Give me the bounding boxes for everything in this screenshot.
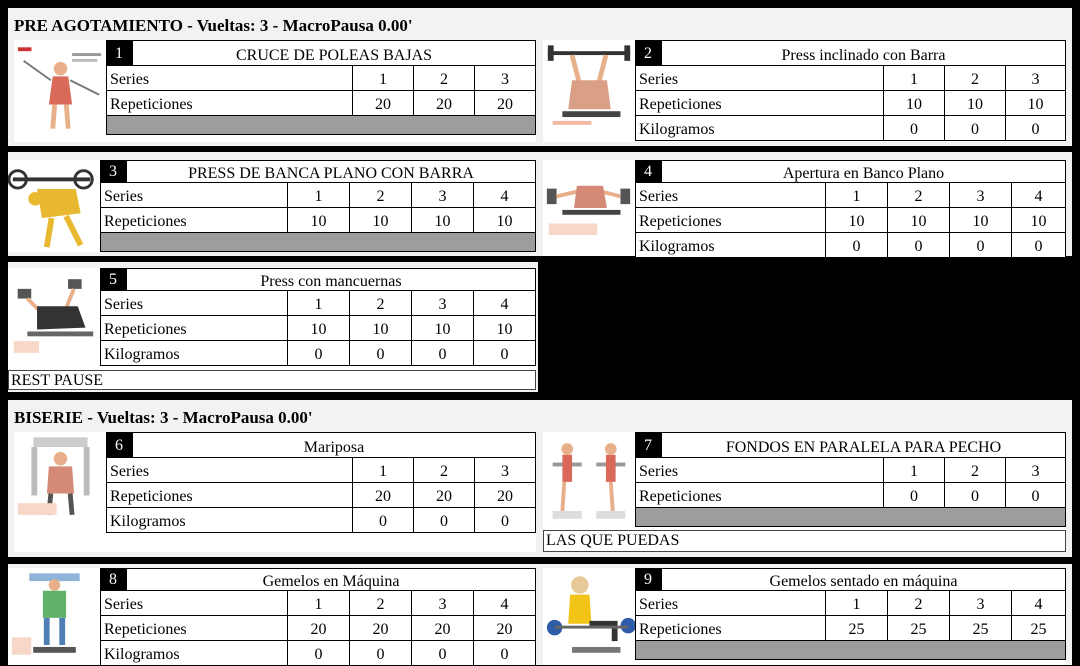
exercise-number: 7 — [635, 432, 661, 458]
exercise-card-1 — [14, 40, 536, 142]
exercise-note: REST PAUSE — [11, 372, 104, 389]
reps-value-3[interactable]: 10 — [411, 207, 474, 233]
row-label-reps: Repeticiones — [635, 615, 826, 641]
section-title-1: PRE AGOTAMIENTO - Vueltas: 3 - MacroPausa 0.00' — [14, 16, 413, 35]
reps-value-1[interactable]: 10 — [287, 207, 350, 233]
kg-value-1[interactable]: 0 — [287, 640, 350, 666]
exercise-name: Gemelos sentado en máquina — [661, 568, 1066, 591]
grey-bar — [106, 115, 536, 135]
row-label-reps: Repeticiones — [100, 315, 288, 341]
kg-value-2[interactable]: 0 — [349, 340, 412, 366]
series-value-2: 2 — [349, 290, 412, 316]
reps-value-4[interactable]: 10 — [473, 207, 536, 233]
reps-value-1[interactable]: 0 — [883, 482, 945, 508]
row-label-series: Series — [635, 182, 826, 208]
incline-barbell-press-illustration — [543, 40, 635, 135]
grey-bar — [100, 232, 536, 252]
reps-value-2[interactable]: 20 — [413, 482, 475, 508]
exercise-number: 3 — [100, 160, 126, 183]
row-label-kg: Kilogramos — [100, 640, 288, 666]
cable-crossover-illustration — [14, 40, 106, 135]
exercise-name: CRUCE DE POLEAS BAJAS — [132, 40, 536, 66]
row-label-reps: Repeticiones — [106, 482, 353, 508]
series-value-1: 1 — [287, 290, 350, 316]
reps-value-3[interactable]: 10 — [949, 207, 1012, 233]
row-label-series: Series — [106, 65, 353, 91]
reps-value-2[interactable]: 25 — [887, 615, 950, 641]
machine-calf-raise-illustration — [8, 568, 100, 663]
kg-value-1[interactable]: 0 — [825, 232, 888, 258]
exercise-name: Gemelos en Máquina — [126, 568, 536, 591]
series-value-1: 1 — [352, 457, 414, 483]
kg-value-2[interactable]: 0 — [349, 640, 412, 666]
exercise-number: 1 — [106, 40, 132, 66]
exercise-card-2 — [543, 40, 1066, 142]
chest-dips-illustration — [543, 432, 635, 527]
reps-value-1[interactable]: 20 — [352, 90, 414, 116]
series-value-3: 3 — [949, 590, 1012, 616]
exercise-card-3 — [8, 160, 536, 252]
series-value-2: 2 — [413, 65, 475, 91]
row-label-kg: Kilogramos — [100, 340, 288, 366]
reps-value-3[interactable]: 10 — [1005, 90, 1066, 116]
series-value-4: 4 — [473, 590, 536, 616]
series-value-2: 2 — [944, 457, 1006, 483]
exercise-card-5 — [8, 268, 536, 390]
series-value-3: 3 — [949, 182, 1012, 208]
reps-value-3[interactable]: 20 — [411, 615, 474, 641]
kg-value-2[interactable]: 0 — [944, 115, 1006, 141]
kg-value-3[interactable]: 0 — [411, 340, 474, 366]
series-value-4: 4 — [1011, 590, 1066, 616]
series-value-3: 3 — [474, 65, 536, 91]
series-value-4: 4 — [473, 290, 536, 316]
reps-value-4[interactable]: 20 — [473, 615, 536, 641]
grey-bar — [635, 507, 1066, 527]
kg-value-1[interactable]: 0 — [287, 340, 350, 366]
exercise-card-4 — [543, 160, 1066, 256]
series-value-3: 3 — [411, 590, 474, 616]
exercise-card-6 — [14, 432, 536, 552]
kg-value-3[interactable]: 0 — [949, 232, 1012, 258]
exercise-number: 4 — [635, 160, 661, 183]
series-value-1: 1 — [287, 590, 350, 616]
row-label-series: Series — [635, 457, 884, 483]
reps-value-2[interactable]: 10 — [887, 207, 950, 233]
reps-value-2[interactable]: 20 — [413, 90, 475, 116]
row-label-series: Series — [106, 457, 353, 483]
exercise-note: LAS QUE PUEDAS — [546, 532, 680, 549]
kg-value-3[interactable]: 0 — [474, 507, 536, 533]
kg-value-4[interactable]: 0 — [1011, 232, 1066, 258]
kg-value-4[interactable]: 0 — [473, 340, 536, 366]
exercise-number: 2 — [635, 40, 661, 66]
reps-value-3[interactable]: 25 — [949, 615, 1012, 641]
kg-value-2[interactable]: 0 — [413, 507, 475, 533]
series-value-2: 2 — [349, 590, 412, 616]
flat-bench-press-illustration — [8, 160, 100, 252]
butterfly-machine-illustration — [14, 432, 106, 527]
kg-value-2[interactable]: 0 — [887, 232, 950, 258]
series-value-4: 4 — [1011, 182, 1066, 208]
kg-value-1[interactable]: 0 — [883, 115, 945, 141]
series-value-1: 1 — [883, 65, 945, 91]
row-label-kg: Kilogramos — [635, 115, 884, 141]
series-value-2: 2 — [944, 65, 1006, 91]
reps-value-4[interactable]: 25 — [1011, 615, 1066, 641]
row-label-series: Series — [100, 290, 288, 316]
reps-value-4[interactable]: 10 — [473, 315, 536, 341]
exercise-number: 9 — [635, 568, 661, 591]
series-value-1: 1 — [825, 590, 888, 616]
reps-value-4[interactable]: 10 — [1011, 207, 1066, 233]
series-value-3: 3 — [1005, 457, 1066, 483]
reps-value-1[interactable]: 10 — [287, 315, 350, 341]
reps-value-2[interactable]: 20 — [349, 615, 412, 641]
exercise-name: FONDOS EN PARALELA PARA PECHO — [661, 432, 1066, 458]
series-value-3: 3 — [411, 290, 474, 316]
row-label-series: Series — [635, 590, 826, 616]
series-value-1: 1 — [352, 65, 414, 91]
reps-value-1[interactable]: 25 — [825, 615, 888, 641]
row-label-series: Series — [100, 590, 288, 616]
series-value-1: 1 — [883, 457, 945, 483]
series-value-2: 2 — [413, 457, 475, 483]
row-label-series: Series — [635, 65, 884, 91]
row-label-kg: Kilogramos — [106, 507, 353, 533]
exercise-card-7 — [543, 432, 1066, 552]
kg-value-4[interactable]: 0 — [473, 640, 536, 666]
reps-value-2[interactable]: 0 — [944, 482, 1006, 508]
kg-value-1[interactable]: 0 — [352, 507, 414, 533]
series-value-3: 3 — [1005, 65, 1066, 91]
row-label-reps: Repeticiones — [635, 207, 826, 233]
series-value-2: 2 — [887, 590, 950, 616]
series-value-1: 1 — [825, 182, 888, 208]
reps-value-3[interactable]: 0 — [1005, 482, 1066, 508]
reps-value-3[interactable]: 20 — [474, 90, 536, 116]
exercise-number: 6 — [106, 432, 132, 458]
reps-value-1[interactable]: 20 — [287, 615, 350, 641]
section-title-2: BISERIE - Vueltas: 3 - MacroPausa 0.00' — [14, 408, 313, 427]
exercise-number: 8 — [100, 568, 126, 591]
row-label-reps: Repeticiones — [100, 615, 288, 641]
exercise-name: Mariposa — [132, 432, 536, 458]
exercise-name: Press con mancuernas — [126, 268, 536, 291]
row-label-kg: Kilogramos — [635, 232, 826, 258]
exercise-name: PRESS DE BANCA PLANO CON BARRA — [126, 160, 536, 183]
series-value-2: 2 — [349, 182, 412, 208]
row-label-series: Series — [100, 182, 288, 208]
kg-value-3[interactable]: 0 — [411, 640, 474, 666]
exercise-card-9 — [543, 568, 1066, 665]
reps-value-2[interactable]: 10 — [349, 207, 412, 233]
series-value-3: 3 — [474, 457, 536, 483]
exercise-name: Press inclinado con Barra — [661, 40, 1066, 66]
exercise-name: Apertura en Banco Plano — [661, 160, 1066, 183]
dumbbell-press-illustration — [8, 268, 100, 363]
reps-value-1[interactable]: 20 — [352, 482, 414, 508]
series-value-3: 3 — [411, 182, 474, 208]
reps-value-2[interactable]: 10 — [944, 90, 1006, 116]
reps-value-2[interactable]: 10 — [349, 315, 412, 341]
row-label-reps: Repeticiones — [106, 90, 353, 116]
reps-value-1[interactable]: 10 — [883, 90, 945, 116]
row-label-reps: Repeticiones — [100, 207, 288, 233]
kg-value-3[interactable]: 0 — [1005, 115, 1066, 141]
series-value-4: 4 — [473, 182, 536, 208]
reps-value-3[interactable]: 20 — [474, 482, 536, 508]
series-value-1: 1 — [287, 182, 350, 208]
exercise-card-8 — [8, 568, 536, 665]
series-value-2: 2 — [887, 182, 950, 208]
reps-value-3[interactable]: 10 — [411, 315, 474, 341]
row-label-reps: Repeticiones — [635, 482, 884, 508]
row-label-reps: Repeticiones — [635, 90, 884, 116]
reps-value-1[interactable]: 10 — [825, 207, 888, 233]
grey-bar — [635, 640, 1066, 660]
exercise-number: 5 — [100, 268, 126, 291]
flat-bench-fly-illustration — [543, 160, 635, 255]
seated-calf-raise-illustration — [543, 568, 635, 663]
